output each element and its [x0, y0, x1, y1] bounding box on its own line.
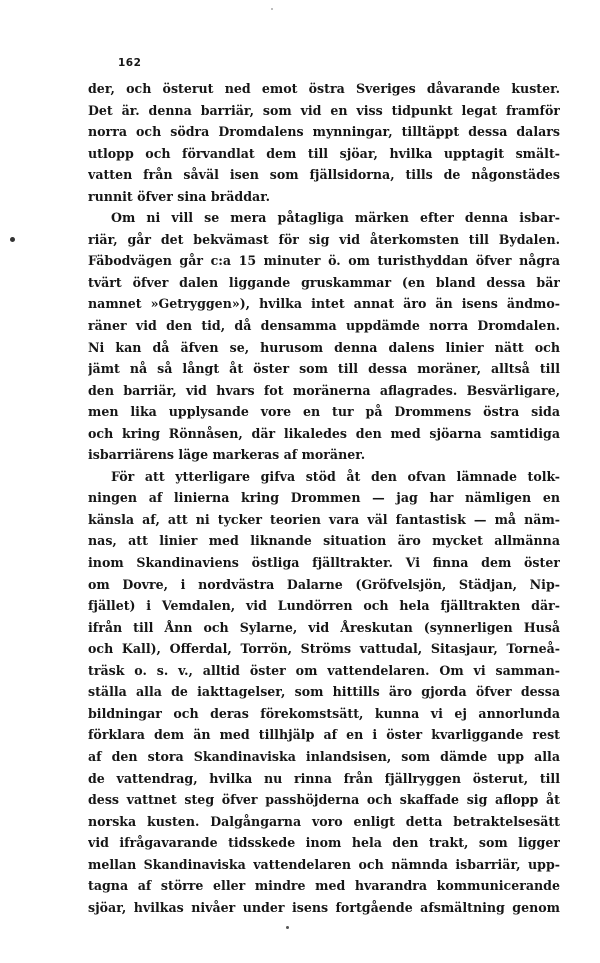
- text-line: af den stora Skandinaviska inlandsisen, som dämde upp alla: [88, 748, 560, 764]
- body-text: [88, 78, 560, 918]
- text-line: bildningar och deras förekomstsätt, kunna vi ej annorlunda: [88, 705, 560, 721]
- margin-mark: [10, 237, 15, 242]
- text-line: Ni kan då äfven se, hurusom denna dalens linier nätt och: [88, 339, 560, 355]
- text-line: nas, att linier med liknande situation äro mycket allmänna: [88, 533, 560, 549]
- text-line: och Kall), Offerdal, Torrön, Ströms vattudal, Sitasjaur, Torneå-: [88, 641, 560, 657]
- text-line: tagna af större eller mindre med hvarandra kommunicerande: [88, 878, 560, 894]
- text-line: tvärt öfver dalen liggande gruskammar (en bland dessa bär: [88, 274, 560, 290]
- text-line: de vattendrag, hvilka nu rinna från fjällryggen österut, till: [88, 770, 560, 786]
- paragraph-start-line: Om ni vill se mera påtagliga märken efter denna isbar-: [111, 210, 560, 226]
- text-line: ningen af linierna kring Drommen — jag har nämligen en: [88, 490, 560, 506]
- text-line: der, och österut ned emot östra Sveriges dåvarande kuster.: [88, 81, 560, 96]
- text-line: förklara dem än med tillhjälp af en i öster kvarliggande rest: [88, 727, 560, 743]
- text-line: norra och södra Dromdalens mynningar, tilltäppt dessa dalars: [88, 124, 560, 140]
- text-line: inom Skandinaviens östliga fjälltrakter. Vi finna dem öster: [88, 555, 560, 571]
- text-line: runnit öfver sina bräddar.: [88, 188, 271, 204]
- text-line: Det är. denna barriär, som vid en viss tidpunkt legat framför: [88, 102, 560, 118]
- print-speck: [286, 926, 289, 929]
- text-line: jämt nå så långt åt öster som till dessa moräner, alltså till: [88, 361, 560, 377]
- text-line: och kring Rönnåsen, där likaledes den med sjöarna samtidiga: [88, 425, 560, 441]
- text-line: fjället) i Vemdalen, vid Lundörren och hela fjälltrakten där-: [88, 598, 560, 614]
- text-line: namnet »Getryggen»), hvilka intet annat äro än isens ändmo-: [88, 296, 560, 312]
- page-number: 162: [118, 57, 142, 69]
- text-line: isbarriärens läge markeras af moräner.: [88, 447, 366, 463]
- text-line: räner vid den tid, då densamma uppdämde norra Dromdalen.: [88, 318, 560, 334]
- text-line: träsk o. s. v., alltid öster om vattendelaren. Om vi samman-: [88, 662, 560, 678]
- paragraph-start-line: För att ytterligare gifva stöd åt den ofvan lämnade tolk-: [111, 468, 560, 484]
- text-line: om Dovre, i nordvästra Dalarne (Gröfvelsjön, Städjan, Nip-: [88, 576, 560, 592]
- text-line: vid ifrågavarande tidsskede inom hela den trakt, som ligger: [88, 835, 560, 851]
- print-speck: [271, 8, 273, 10]
- text-line: dess vattnet steg öfver passhöjderna och skaffade sig aflopp åt: [88, 792, 560, 808]
- text-line: den barriär, vid hvars fot moränerna aflagrades. Besvärligare,: [88, 382, 560, 398]
- text-line: känsla af, att ni tycker teorien vara väl fantastisk — må näm-: [88, 511, 560, 527]
- text-line: Fäbodvägen går c:a 15 minuter ö. om turisthyddan öfver några: [88, 253, 560, 269]
- text-line: sjöar, hvilkas nivåer under isens fortgående afsmältning genom: [88, 899, 560, 915]
- text-line: ifrån till Ånn och Sylarne, vid Åreskutan (synnerligen Huså: [88, 619, 560, 635]
- text-line: riär, går det bekvämast för sig vid återkomsten till Bydalen.: [88, 231, 560, 247]
- text-line: men lika upplysande vore en tur på Drommens östra sida: [88, 404, 560, 420]
- text-line: norska kusten. Dalgångarna voro enligt detta betraktelsesätt: [88, 813, 560, 829]
- text-line: mellan Skandinaviska vattendelaren och nämnda isbarriär, upp-: [88, 856, 560, 872]
- text-line: ställa alla de iakttagelser, som hittills äro gjorda öfver dessa: [88, 684, 560, 700]
- text-line: utlopp och förvandlat dem till sjöar, hvilka upptagit smält-: [88, 145, 560, 161]
- text-line: vatten från såväl isen som fjällsidorna, tills de någonstädes: [88, 167, 560, 183]
